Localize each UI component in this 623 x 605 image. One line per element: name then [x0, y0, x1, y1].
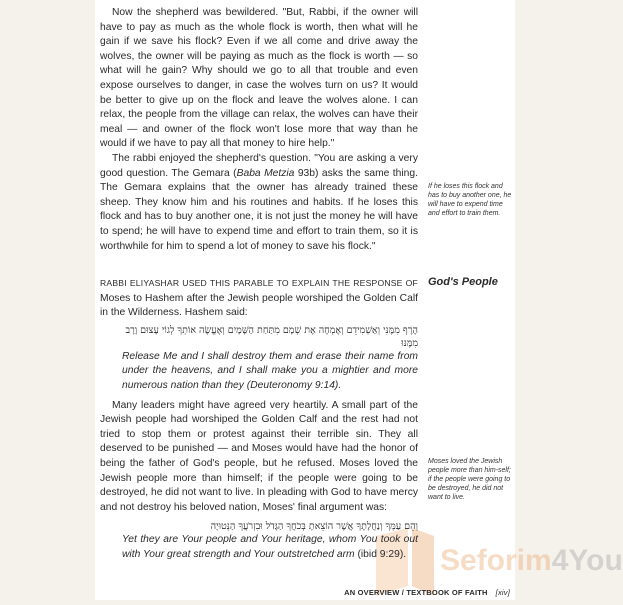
margin-note: If he loses this flock and has to buy another one, he will have to expend time and effort to train them.	[428, 183, 512, 217]
section-heading: God's People	[428, 276, 498, 288]
paragraph-rabbi: The rabbi enjoyed the shepherd's question. "You are asking a very good question. The Gemara (Baba Metzia 93b) asks the same thing. The Gemara explains that the owner has already trained these sheep. They know him and his routines and habits. If he loses this flock and has to buy another one, it is not just the money he will have to spend; he will have to expend time and effort to train them, so it is worthwhile for him to spend a lot of money to save his flock."	[100, 152, 418, 252]
footer-title: AN OVERVIEW / TEXTBOOK OF FAITH	[344, 588, 488, 597]
hebrew-verse: הֶרֶף מִמֶּנִּי וְאַשְׁמִידֵם וְאֶמְחֶה אֶת שְׁמָם מִתַּחַת הַשָּׁמָיִם וְאֶעֱשֶׂה אוֹתְךָ לְגוֹי עָצוּם וָרָב מִמֶּנּוּ	[125, 324, 418, 349]
main-text	[100, 6, 418, 563]
running-footer	[300, 588, 510, 597]
citation: Baba Metzia	[236, 167, 295, 179]
citation: (ibid 9:29).	[357, 549, 407, 560]
margin-note: Moses loved the Jewish people more than him-self; if the people were going to be destroyed, he did not want to live.	[428, 458, 511, 501]
english-verse: Yet they are Your people and Your heritage, whom You took out with Your great strength and Your outstretched arm	[122, 534, 418, 560]
hebrew-verse: וְהֵם עַמְּךָ וְנַחֲלָתֶךָ אֲשֶׁר הוֹצֵאתָ בְּכֹחֲךָ הַגָּדֹל וּבִזְרֹעֲךָ הַנְּטוּיָה	[210, 521, 418, 533]
paragraph-parable: RABBI ELIYASHAR USED THIS PARABLE TO EXPLAIN THE RESPONSE OF Moses to Hashem after the Jewish people worshiped the Golden Calf in the Wilderness. Hashem said:	[100, 278, 418, 319]
paragraph-shepherd: Now the shepherd was bewildered. "But, Rabbi, if the owner will have to pay as much as the whole flock is worth, then what will he gain if we save his flock? Even if we all come and drive away the wolves, the owner will be paying as much as the flock is worth — so what will he gain? Why should we go to all that trouble and even expose ourselves to danger, in case the wolves turn on us? It would be better to give up on the flock and leave the wolves alone. I can relax, the people from the village can relax, the wolves can have their meal — and owner of the flock won't lose more that way than he would if we have to pay all that money to hire help."	[100, 7, 418, 150]
paragraph-leaders: Many leaders might have agreed very heartily. A small part of the Jewish people had worshiped the Golden Calf and the rest had not tried to stop them or protest against their terrible sin. They all deserved to be punished — and Moses would have had the honor of being the father of God's people, but he refused. Moses loved the Jewish people more than himself; if the people were going to be destroyed, he did not want to live. In pleading with God to have mercy and not destroy his beloved nation, Moses' final argument was:	[100, 399, 418, 513]
quote-deuteronomy	[122, 324, 418, 394]
page-number: [xiv]	[495, 588, 510, 597]
english-verse: Release Me and I shall destroy them and erase their name from under the heavens, and I shall make you a mightier and more numerous nation than they (Deuteronomy 9:14).	[122, 350, 418, 392]
watermark-logo: Seforim4You	[368, 526, 600, 600]
quote-ibid	[122, 520, 418, 562]
